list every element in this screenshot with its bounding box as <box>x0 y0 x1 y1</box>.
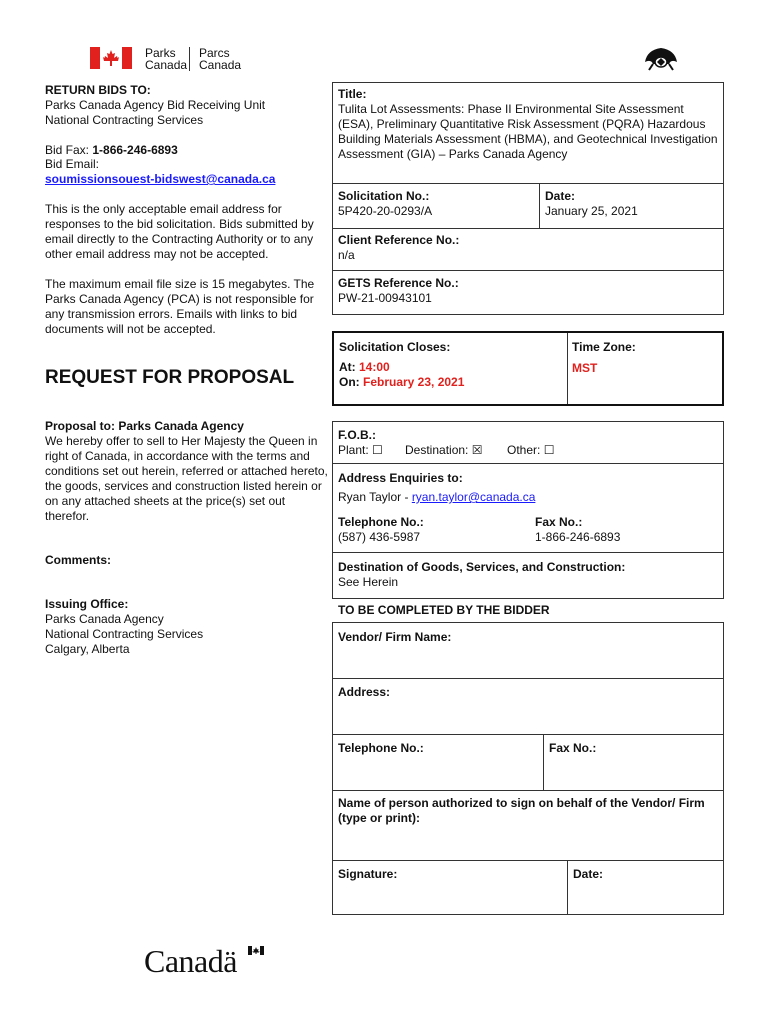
divider-closing-timezone <box>567 333 568 404</box>
gets-value: PW-21-00943101 <box>338 291 432 305</box>
fob-label: F.O.B.: <box>338 428 376 442</box>
destination-checkbox[interactable]: ☒ <box>471 443 483 457</box>
wordmark-flag-icon <box>248 946 264 955</box>
destination-goods-cell <box>338 560 625 590</box>
parks-en-line2: Canada <box>145 58 188 72</box>
closing-cell <box>339 340 464 390</box>
address-field[interactable] <box>333 701 723 733</box>
enquiries-cell <box>338 471 535 505</box>
date-label: Date: <box>545 189 576 203</box>
canada-flag-icon <box>90 47 132 69</box>
fob-cell <box>338 428 718 458</box>
destination-goods-value: See Herein <box>338 575 399 589</box>
timezone-value: MST <box>572 361 598 375</box>
bid-fax-label: Bid Fax: <box>45 143 93 157</box>
issuing-label: Issuing Office: <box>45 597 129 611</box>
parks-canada-en <box>145 47 187 71</box>
bidder-date-field[interactable] <box>569 883 723 914</box>
solicitation-label: Solicitation No.: <box>338 189 430 203</box>
bidder-heading: TO BE COMPLETED BY THE BIDDER <box>338 603 550 617</box>
divider-vendor <box>332 678 724 679</box>
fob-destination[interactable] <box>405 443 482 458</box>
parks-fr-line2: Canada <box>199 58 242 72</box>
at-value: 14:00 <box>359 360 390 374</box>
enquiries-label: Address Enquiries to: <box>338 471 463 485</box>
divider-solicitation-date <box>539 183 540 228</box>
other-label: Other: <box>507 443 541 457</box>
fob-other[interactable] <box>507 443 554 458</box>
telephone-cell <box>338 515 424 545</box>
bid-fax-line <box>45 143 178 158</box>
date-cell <box>545 189 638 219</box>
issuing-office-block <box>45 597 203 657</box>
timezone-cell <box>572 340 636 376</box>
plant-label: Plant: <box>338 443 369 457</box>
authorized-label: Name of person authorized to sign on behalf of the Vendor/ Firm (type or print): <box>338 796 705 825</box>
gets-ref-cell <box>338 276 459 306</box>
fax-value: 1-866-246-6893 <box>535 530 621 544</box>
title-cell <box>338 87 720 162</box>
on-label: On: <box>339 375 363 389</box>
bid-email-label: Bid Email: <box>45 157 100 171</box>
return-line-2: National Contracting Services <box>45 113 204 127</box>
canada-wordmark-text: Canadä <box>144 943 237 979</box>
on-value: February 23, 2021 <box>363 375 465 389</box>
enquiries-contact <box>338 490 535 505</box>
parks-fr-line1: Parcs <box>199 46 230 60</box>
divider-date <box>332 228 724 229</box>
telephone-label: Telephone No.: <box>338 515 424 529</box>
destination-label: Destination: <box>405 443 469 457</box>
rfp-title: REQUEST FOR PROPOSAL <box>45 367 295 388</box>
beaver-emblem-icon <box>641 42 681 72</box>
closes-label: Solicitation Closes: <box>339 340 451 354</box>
fax-cell <box>535 515 620 545</box>
signature-field[interactable] <box>333 883 566 914</box>
divider-address <box>332 734 724 735</box>
email-note: This is the only acceptable email address for responses to the bid solicitation. Bids submitted by email directly to the Contracting Authority or to any other email address may not be accepted. <box>45 202 314 261</box>
fax-label: Fax No.: <box>535 515 583 529</box>
divider-authorized <box>332 860 724 861</box>
parks-en-line1: Parks <box>145 46 176 60</box>
vendor-label: Vendor/ Firm Name: <box>338 630 452 644</box>
canada-wordmark <box>144 945 237 977</box>
bidder-date-label: Date: <box>573 867 604 881</box>
bidder-fax-field[interactable] <box>545 757 723 789</box>
enquiries-email-link[interactable]: ryan.taylor@canada.ca <box>411 490 536 504</box>
solicitation-cell <box>338 189 432 219</box>
fob-options <box>338 443 718 458</box>
client-ref-label: Client Reference No.: <box>338 233 460 247</box>
address-label: Address: <box>338 685 391 699</box>
size-note: The maximum email file size is 15 megabytes. The Parks Canada Agency (PCA) is not responsible for any transmission errors. Emails with links to bid documents will not be accepted. <box>45 277 315 336</box>
proposal-text: We hereby offer to sell to Her Majesty the Queen in right of Canada, in accordance with the terms and conditions set out herein, referred or attached hereto, the goods, services and construction listed herein or on any attached sheets at the price(s) set out therefor. <box>45 434 328 523</box>
header-divider <box>189 47 190 71</box>
date-value: January 25, 2021 <box>545 204 638 218</box>
divider-fob <box>332 463 724 464</box>
divider-title <box>332 183 724 184</box>
title-label: Title: <box>338 87 367 101</box>
authorized-field[interactable] <box>333 828 723 859</box>
divider-client-ref <box>332 270 724 271</box>
vendor-field[interactable] <box>333 646 723 677</box>
solicitation-value: 5P420-20-0293/A <box>338 204 433 218</box>
divider-phone-fax <box>543 734 544 790</box>
at-label: At: <box>339 360 359 374</box>
divider-phone <box>332 790 724 791</box>
gets-label: GETS Reference No.: <box>338 276 459 290</box>
signature-label: Signature: <box>338 867 398 881</box>
parcs-canada-fr <box>199 47 241 71</box>
issuing-line-2: National Contracting Services <box>45 627 204 641</box>
title-value: Tulita Lot Assessments: Phase II Environmental Site Assessment (ESA), Preliminary Quantitative Risk Assessment (PQRA) Hazardous Building Materials Assessment (HBMA), and Geotechnical Investigation Assessment (GIA) – Parks Canada Agency <box>338 102 718 161</box>
enquiries-name: Ryan Taylor - <box>338 490 412 504</box>
return-bids-title: RETURN BIDS TO: <box>45 83 151 97</box>
destination-goods-label: Destination of Goods, Services, and Construction: <box>338 560 626 574</box>
closing-on-line <box>339 375 464 390</box>
client-ref-cell <box>338 233 459 263</box>
bidder-telephone-field[interactable] <box>333 757 542 789</box>
proposal-to: Proposal to: Parks Canada Agency <box>45 419 244 433</box>
issuing-line-1: Parks Canada Agency <box>45 612 164 626</box>
bid-fax-value: 1-866-246-6893 <box>92 143 178 157</box>
closing-at-line <box>339 360 464 375</box>
other-checkbox[interactable]: ☐ <box>543 443 555 457</box>
bid-email-link[interactable]: soumissionsouest-bidswest@canada.ca <box>45 172 276 186</box>
divider-signature-date <box>567 860 568 915</box>
divider-telephone <box>332 552 724 553</box>
bidder-telephone-label: Telephone No.: <box>338 741 424 755</box>
fob-plant[interactable] <box>338 443 383 458</box>
plant-checkbox[interactable]: ☐ <box>372 443 383 457</box>
comments-label: Comments: <box>45 553 112 567</box>
timezone-label: Time Zone: <box>572 340 636 354</box>
client-ref-value: n/a <box>338 248 355 262</box>
return-bids-block <box>45 83 325 128</box>
issuing-line-3: Calgary, Alberta <box>45 642 130 656</box>
bidder-fax-label: Fax No.: <box>549 741 597 755</box>
return-line-1: Parks Canada Agency Bid Receiving Unit <box>45 98 266 112</box>
telephone-value: (587) 436-5987 <box>338 530 421 544</box>
